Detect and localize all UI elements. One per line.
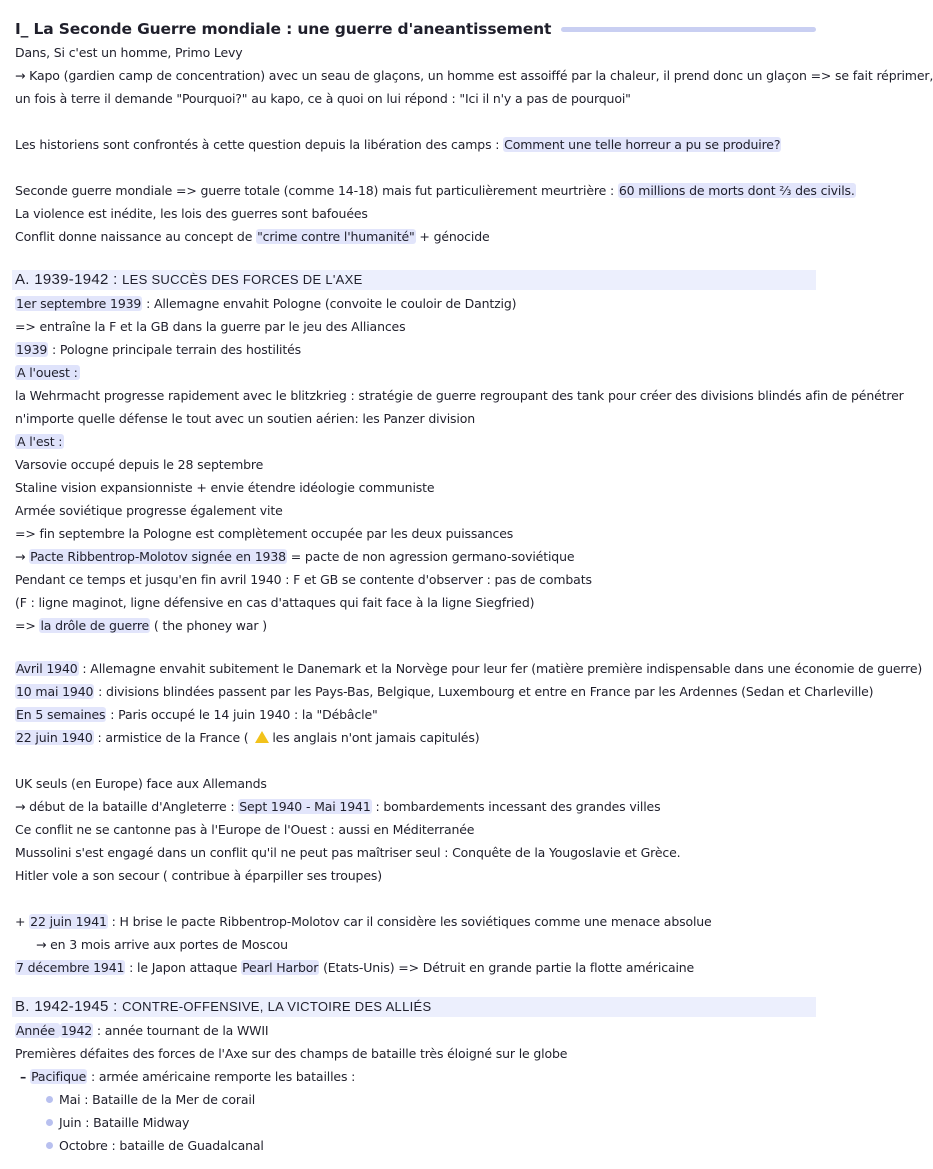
line-text: : armée américaine remporte les batailles :: [87, 1069, 356, 1084]
year-highlight: 1942: [60, 1023, 93, 1038]
arrow: =>: [15, 618, 40, 633]
title-text: I_ La Seconde Guerre mondiale : une guerre d'aneantissement: [15, 20, 552, 38]
bullet-dot: [46, 1142, 53, 1149]
a-line-25: [15, 959, 816, 976]
a-line-16: [15, 706, 816, 723]
subheading-est: A l'est :: [17, 434, 63, 449]
line-text: → début de la bataille d'Angleterre :: [15, 799, 239, 814]
date-highlight: 1939: [16, 342, 48, 357]
intro-line-4: [15, 136, 816, 153]
warning-icon: [255, 731, 269, 743]
line-text: : Allemagne envahit subitement le Danemark et la Norvège pour leur fer (matière première indispensable dans une économie de guerre): [78, 661, 923, 676]
pearl-harbor-highlight: Pearl Harbor: [242, 960, 319, 975]
dash-bullet: –: [20, 1069, 27, 1084]
highlighted-question: Comment une telle horreur a pu se produire?: [504, 137, 781, 152]
line-text: : armistice de la France (: [93, 730, 253, 745]
intro-line-6: La violence est inédite, les lois des guerres sont bafouées: [15, 206, 368, 221]
date-highlight: 1er septembre 1939: [16, 296, 142, 311]
line-text: : H brise le pacte Ribbentrop-Molotov car il considère les soviétiques comme une menace absolue: [107, 914, 712, 929]
a-line-9: => fin septembre la Pologne est complètement occupée par les deux puissances: [15, 526, 514, 541]
a-line-21: Mussolini s'est engagé dans un conflit qu'il ne peut pas maîtriser seul : Conquête de la Yougoslavie et Grèce.: [15, 845, 681, 860]
a-line-17: [15, 729, 816, 746]
date-highlight: 22 juin 1941: [30, 914, 107, 929]
line-text: : le Japon attaque: [125, 960, 242, 975]
a-line-6: Varsovie occupé depuis le 28 septembre: [15, 457, 264, 472]
a-line-5: n'importe quelle défense le tout avec un soutien aérien: les Panzer division: [15, 411, 475, 426]
line-text: : année tournant de la WWII: [93, 1023, 269, 1038]
list-item-text: Juin : Bataille Midway: [59, 1115, 190, 1130]
date-highlight: 7 décembre 1941: [16, 960, 125, 975]
intro-text: + génocide: [415, 229, 490, 244]
a-line-14: [15, 660, 923, 677]
b-line-3: [20, 1068, 816, 1085]
a-line-3: [15, 341, 816, 358]
b-line-1: [15, 1022, 816, 1039]
section-a-heading: [15, 271, 816, 288]
date-highlight: 10 mai 1940: [16, 684, 94, 699]
a-est-label: [15, 433, 816, 450]
a-ouest-label: [15, 364, 816, 381]
intro-line-5: [15, 182, 855, 199]
line-text: : Allemagne envahit Pologne (convoite le couloir de Dantzig): [142, 296, 517, 311]
line-text: : Pologne principale terrain des hostilités: [48, 342, 302, 357]
a-line-4: la Wehrmacht progresse rapidement avec le blitzkrieg : stratégie de guerre regroupant des tank pour créer des divisions blindés afin de pénétrer: [15, 388, 904, 403]
section-a-title: LES SUCCÈS DES FORCES DE L'AXE: [122, 272, 363, 287]
section-b-heading: [15, 998, 816, 1015]
section-a-number: A. 1939-1942 :: [15, 271, 123, 288]
a-line-23: [15, 913, 816, 930]
a-line-13: [15, 617, 816, 634]
list-item: [46, 1137, 816, 1154]
line-text: les anglais n'ont jamais capitulés): [272, 730, 480, 745]
a-line-2: => entraîne la F et la GB dans la guerre par le jeu des Alliances: [15, 319, 406, 334]
line-text: = pacte de non agression germano-soviétique: [286, 549, 575, 564]
intro-line-2: → Kapo (gardien camp de concentration) avec un seau de glaçons, un homme est assoiffé par la chaleur, il prend donc un glaçon => se fait réprimer,: [15, 68, 933, 83]
intro-line-1: Dans, Si c'est un homme, Primo Levy: [15, 45, 243, 60]
b-line-2: Premières défaites des forces de l'Axe sur des champs de bataille très éloigné sur le globe: [15, 1046, 568, 1061]
a-line-10: [15, 548, 816, 565]
line-text: : Paris occupé le 14 juin 1940 : la "Débâcle": [106, 707, 378, 722]
line-text: ( the phoney war ): [150, 618, 267, 633]
highlighted-concept: "crime contre l'humanité": [257, 229, 415, 244]
a-line-18: UK seuls (en Europe) face aux Allemands: [15, 776, 267, 791]
date-highlight: Sept 1940 - Mai 1941: [239, 799, 371, 814]
subheading-ouest: A l'ouest :: [17, 365, 78, 380]
line-text: : divisions blindées passent par les Pays-Bas, Belgique, Luxembourg et entre en France par les Ardennes (Sedan et Charleville): [94, 684, 874, 699]
list-item-text: Octobre : bataille de Guadalcanal: [59, 1138, 264, 1153]
pacifique-highlight: Pacifique: [31, 1069, 87, 1084]
a-line-7: Staline vision expansionniste + envie étendre idéologie communiste: [15, 480, 435, 495]
page-title: [15, 21, 816, 38]
title-underline-rule: [561, 27, 816, 32]
a-line-1: [15, 295, 816, 312]
intro-text: Seconde guerre mondiale => guerre totale (comme 14-18) mais fut particulièrement meurtrière :: [15, 183, 618, 198]
intro-text: Conflit donne naissance au concept de: [15, 229, 257, 244]
intro-line-3: un fois à terre il demande "Pourquoi?" au kapo, ce à quoi on lui répond : "Ici il n'y a pas de pourquoi": [15, 91, 631, 106]
list-item-text: Mai : Bataille de la Mer de corail: [59, 1092, 256, 1107]
a-line-22: Hitler vole a son secour ( contribue à éparpiller ses troupes): [15, 868, 382, 883]
date-highlight: En 5 semaines: [16, 707, 106, 722]
pact-highlight: Pacte Ribbentrop-Molotov signée en 1938: [30, 549, 286, 564]
a-line-19: [15, 798, 816, 815]
highlighted-figure: 60 millions de morts dont ⅔ des civils.: [618, 183, 855, 198]
arrow: →: [15, 549, 30, 564]
line-text: Année: [16, 1023, 59, 1038]
phoney-war-highlight: la drôle de guerre: [40, 618, 150, 633]
section-b-title: CONTRE-OFFENSIVE, LA VICTOIRE DES ALLIÉS: [122, 999, 432, 1014]
bullet-dot: [46, 1096, 53, 1103]
a-line-8: Armée soviétique progresse également vite: [15, 503, 283, 518]
intro-text: Les historiens sont confrontés à cette question depuis la libération des camps :: [15, 137, 504, 152]
line-text: : bombardements incessant des grandes villes: [371, 799, 661, 814]
line-text: (Etats-Unis) => Détruit en grande partie la flotte américaine: [319, 960, 695, 975]
section-b-number: B. 1942-1945 :: [15, 998, 123, 1015]
date-highlight: 22 juin 1940: [16, 730, 93, 745]
a-line-15: [15, 683, 874, 700]
a-line-20: Ce conflit ne se cantonne pas à l'Europe de l'Ouest : aussi en Méditerranée: [15, 822, 475, 837]
list-item: [46, 1091, 816, 1108]
plus: +: [15, 914, 30, 929]
a-line-12: (F : ligne maginot, ligne défensive en cas d'attaques qui fait face à la ligne Siegfried): [15, 595, 535, 610]
a-line-24: → en 3 mois arrive aux portes de Moscou: [36, 937, 288, 952]
a-line-11: Pendant ce temps et jusqu'en fin avril 1940 : F et GB se contente d'observer : pas de combats: [15, 572, 592, 587]
date-highlight: Avril 1940: [16, 661, 78, 676]
intro-line-7: [15, 228, 816, 245]
bullet-dot: [46, 1119, 53, 1126]
list-item: [46, 1114, 816, 1131]
